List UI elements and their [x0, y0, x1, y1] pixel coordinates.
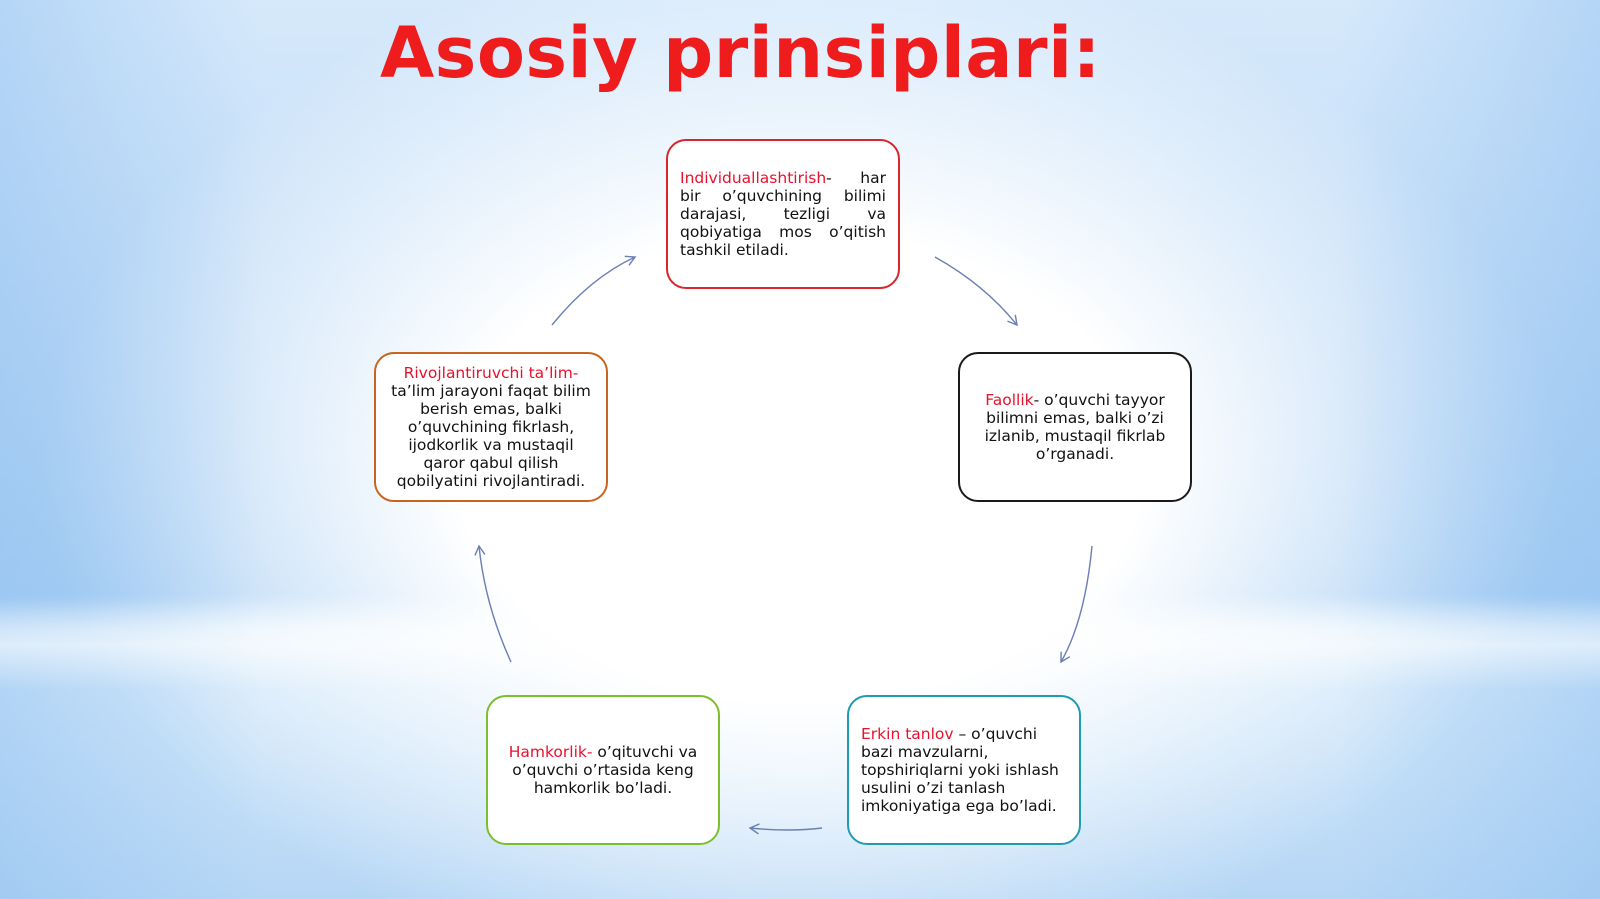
principle-box-free-choice: [847, 695, 1081, 845]
principle-box-individualization: [666, 139, 900, 289]
principle-box-developmental-education: [374, 352, 608, 502]
arrow-right-to-bottom-right: [1061, 546, 1092, 662]
principle-term: Hamkorlik-: [508, 743, 593, 761]
principle-term: Individuallashtirish: [680, 169, 827, 187]
principle-term: Rivojlantiruvchi ta’lim-: [403, 364, 579, 382]
arrow-top-to-right: [935, 257, 1017, 325]
principle-description: - o’quvchi tayyor bilimni emas, balki o’zi izlanib, mustaqil fikrlab o’rganadi.: [984, 391, 1166, 463]
arrow-bottom-left-to-left: [479, 546, 511, 662]
principle-text: [388, 364, 594, 490]
principle-description: o’qituvchi va o’quvchi o’rtasida keng hamkorlik bo’ladi.: [512, 743, 698, 797]
principle-text: [972, 391, 1178, 463]
principle-description: ta’lim jarayoni faqat bilim berish emas, balki o’quvchining fikrlash, ijodkorlik va mustaqil qaror qabul qilish qobilyatini rivojlantiradi.: [391, 382, 591, 490]
principle-description: – o’quvchi bazi mavzularni, topshiriqlarni yoki ishlash usulini o’zi tanlash imkoniyatiga ega bo’ladi.: [861, 725, 1059, 815]
principle-text: [861, 725, 1067, 815]
principle-term: Faollik: [985, 391, 1034, 409]
principle-description: - har bir o’quvchining bilimi darajasi, tezligi va qobiyatiga mos o’qitish tashkil etiladi.: [680, 169, 886, 259]
arrow-bottom-right-to-bottom-left: [750, 828, 822, 830]
principle-box-cooperation: [486, 695, 720, 845]
slide-title: Asosiy prinsiplari:: [380, 12, 1102, 94]
principle-term: Erkin tanlov: [861, 725, 954, 743]
principle-text: [680, 169, 886, 259]
principle-text: [500, 743, 706, 797]
arrow-left-to-top: [552, 257, 635, 325]
principle-box-activity: [958, 352, 1192, 502]
